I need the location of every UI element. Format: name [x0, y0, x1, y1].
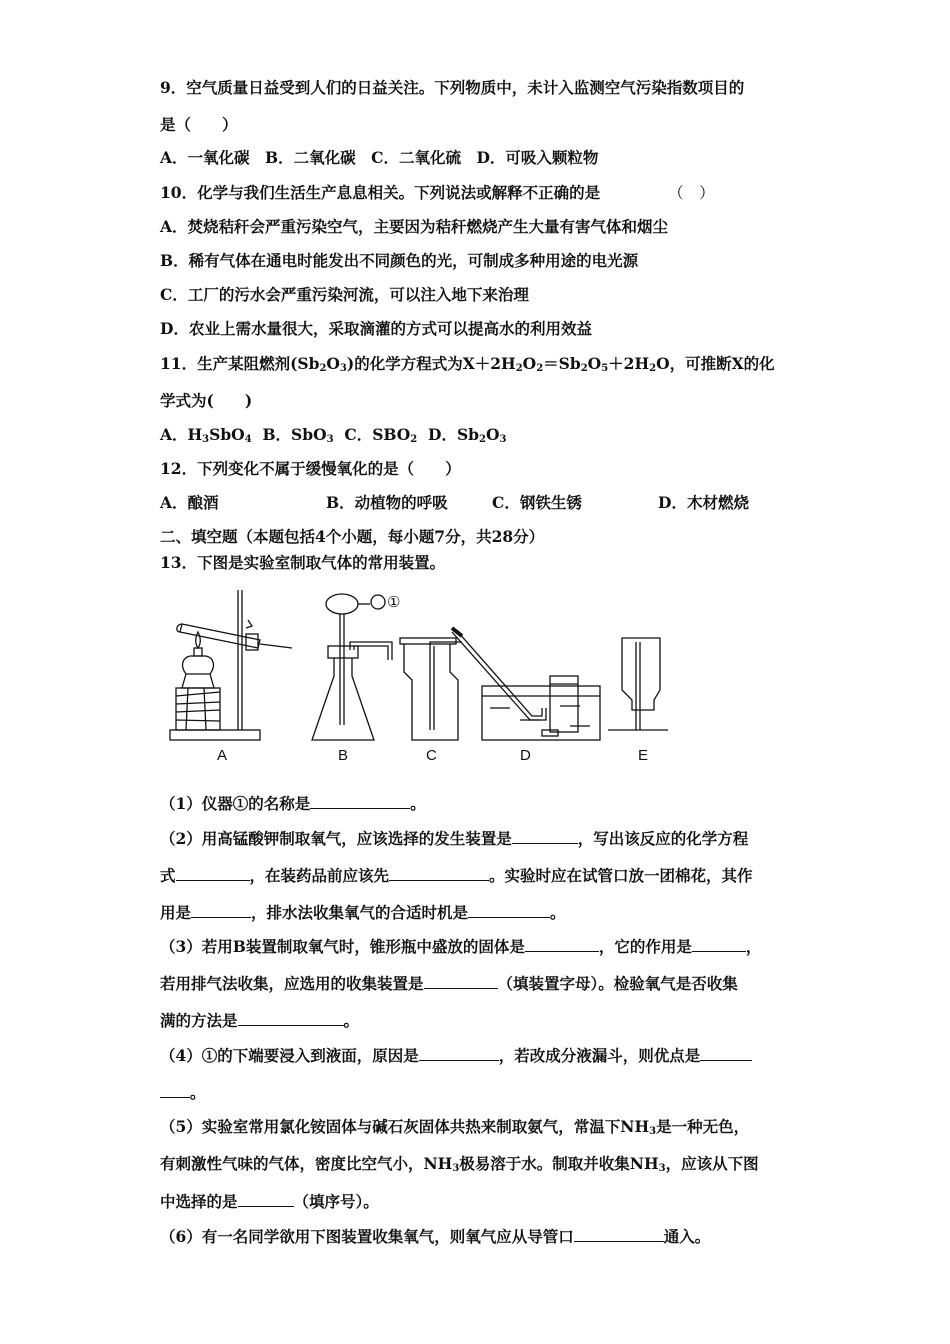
q13-text: （2）用高锰酸钾制取氧气，应该选择的发生装置是: [160, 829, 512, 848]
label-d: D: [520, 747, 531, 764]
apparatus-e: [608, 638, 668, 730]
q13-text: 用是: [160, 903, 192, 922]
q13-part3-line2: [160, 973, 738, 994]
q13-text: 有刺激性气味的气体，密度比空气小，NH: [160, 1154, 453, 1173]
apparatus-b: [312, 594, 392, 740]
q11-sub: 2: [515, 363, 523, 374]
q11-text-eq: ＝Sb: [543, 354, 581, 373]
q11-sub: 2: [536, 363, 544, 374]
q11-sub: 2: [649, 363, 657, 374]
q11-option-d: D．Sb: [428, 425, 480, 444]
q13-text: （6）有一名同学欲用下图装置收集氧气，则氧气应从导管口: [160, 1227, 574, 1246]
answer-blank[interactable]: [525, 936, 599, 952]
q11-sub: 5: [601, 363, 609, 374]
q13-text: ，排水法收集氧气的合适时机是: [251, 903, 469, 922]
q13-text: ，写出该反应的化学方程: [577, 829, 749, 848]
apparatus-a: [170, 590, 292, 740]
q13-text: （3）若用B装置制取氧气时，锥形瓶中盛放的固体是: [160, 937, 525, 956]
q13-text: ，它的作用是: [598, 937, 692, 956]
q11-text-close: ): [346, 354, 355, 373]
answer-blank[interactable]: [419, 1045, 499, 1061]
q11-sub: 2: [580, 363, 588, 374]
label-a: A: [217, 747, 228, 764]
q11-sub: 4: [244, 434, 252, 445]
q9-line1: 9．空气质量日益受到人们的日益关注。下列物质中，未计入监测空气污染指数项目的: [160, 78, 745, 97]
answer-blank[interactable]: [160, 1082, 190, 1098]
q11-sub: 2: [479, 434, 486, 445]
q13-text: 极易溶于水。制取并收集NH: [459, 1154, 659, 1173]
q11-text-end: ，可推断X的化: [669, 354, 775, 373]
answer-blank[interactable]: [692, 936, 746, 952]
q13-text: 。: [410, 794, 426, 813]
q13-part5-line2: [160, 1154, 759, 1179]
q13-part3-line1: [160, 936, 761, 957]
answer-blank[interactable]: [700, 1045, 752, 1061]
q13-part5-line3: [160, 1191, 379, 1212]
q13-part3-line3: [160, 1010, 359, 1031]
q10-option-b: B．稀有气体在通电时能发出不同颜色的光，可制成多种用途的电光源: [160, 251, 639, 270]
q13-text: 中选择的是: [160, 1192, 238, 1211]
q13-sub: 3: [658, 1163, 666, 1174]
q11-option-a: A．H: [160, 425, 203, 444]
q13-part1: [160, 793, 426, 814]
q10-stem: 10．化学与我们生活生产息息相关。下列说法或解释不正确的是: [160, 183, 601, 202]
section-2-heading: 二、填空题（本题包括4个小题，每小题7分，共28分）: [160, 527, 545, 546]
q13-sub: 3: [649, 1126, 657, 1137]
q10-option-d: D．农业上需水量很大，采取滴灌的方式可以提高水的利用效益: [160, 319, 592, 338]
answer-blank[interactable]: [389, 865, 489, 881]
q13-text: （5）实验室常用氯化铵固体与碱石灰固体共热来制取氨气，常温下NH: [160, 1117, 650, 1136]
q11-sub: 2: [319, 363, 327, 374]
apparatus-figure: [160, 580, 680, 770]
apparatus-d: [452, 628, 600, 740]
q11-line1: [160, 354, 775, 379]
q13-text: ，若改成分液漏斗，则优点是: [498, 1046, 701, 1065]
q13-text: 是一种无色，: [656, 1117, 750, 1136]
q13-text: 通入。: [663, 1227, 711, 1246]
q13-sub: 3: [452, 1163, 460, 1174]
q10-option-a: A．焚烧秸秆会严重污染空气，主要因为秸秆燃烧产生大量有害气体和烟尘: [160, 217, 669, 236]
answer-blank[interactable]: [191, 902, 251, 918]
q12-option-c: C．钢铁生锈: [492, 493, 582, 512]
answer-blank[interactable]: [468, 902, 550, 918]
answer-blank[interactable]: [310, 793, 410, 809]
q12-option-b: B．动植物的呼吸: [326, 493, 448, 512]
q11-text-o: O: [522, 354, 537, 373]
q10-paren: （ ）: [668, 184, 715, 202]
answer-blank[interactable]: [176, 865, 250, 881]
q13-part2-line1: [160, 828, 748, 849]
q9-options: A．一氧化碳 B．二氧化碳 C．二氧化硫 D．可吸入颗粒物: [160, 148, 599, 167]
answer-blank[interactable]: [512, 828, 578, 844]
q12-option-d: D．木材燃烧: [658, 493, 749, 512]
q11-options: [160, 425, 506, 450]
q13-text: ，在装药品前应该先: [249, 866, 390, 885]
q11-text-o: O: [486, 425, 500, 444]
q11-text-o: O: [656, 354, 670, 373]
q11-line2: 学式为( ): [160, 391, 253, 410]
q13-text: ，应该从下图: [665, 1154, 759, 1173]
q11-option-b: B．SbO: [262, 425, 327, 444]
q13-text: 。: [190, 1083, 206, 1102]
q11-text-o: O: [587, 354, 602, 373]
answer-blank[interactable]: [574, 1226, 664, 1242]
q13-part4-line2: [160, 1082, 206, 1103]
label-b: B: [338, 747, 349, 764]
q9-line2: 是（ ）: [160, 115, 238, 134]
q13-text: （填序号）。: [293, 1192, 379, 1211]
q13-part2-line2: [160, 865, 753, 886]
q12-stem: 12．下列变化不属于缓慢氧化的是（ ）: [160, 459, 461, 478]
q13-text: 。: [343, 1011, 360, 1030]
answer-blank[interactable]: [238, 1010, 344, 1026]
q11-sub: 3: [202, 434, 210, 445]
q11-sub: 3: [326, 434, 334, 445]
q13-text: 。实验时应在试管口放一团棉花，其作: [489, 866, 753, 885]
q11-text-a: 11．生产某阻燃剂(Sb: [160, 354, 320, 373]
apparatus-c: [400, 638, 462, 740]
q13-stem: 13．下图是实验室制取气体的常用装置。: [160, 553, 446, 572]
q13-text: （填装置字母）。检验氧气是否收集: [497, 974, 738, 993]
q12-options: [160, 493, 749, 513]
q11-sub: 3: [499, 434, 507, 445]
answer-blank[interactable]: [238, 1191, 294, 1207]
label-e: E: [638, 747, 649, 764]
q12-option-a: A．酿酒: [160, 493, 219, 512]
q13-part5-line1: [160, 1117, 749, 1142]
q13-text: 满的方法是: [160, 1011, 238, 1030]
q13-text: （4）①的下端要浸入到液面，原因是: [160, 1046, 419, 1065]
answer-blank[interactable]: [424, 973, 498, 989]
q10-stem-line: [160, 183, 715, 203]
q13-part6: [160, 1226, 710, 1247]
q13-text: 若用排气法收集，应选用的收集装置是: [160, 974, 424, 993]
q11-sub: 2: [410, 434, 418, 445]
q13-part4-line1: [160, 1045, 752, 1066]
q11-text-plus: ＋2H: [608, 354, 650, 373]
q11-text-b: 的化学方程式为X＋2H: [354, 354, 516, 373]
q13-text: ，: [745, 937, 762, 956]
label-c: C: [426, 747, 437, 764]
q10-option-c: C．工厂的污水会严重污染河流，可以注入地下来治理: [160, 285, 529, 304]
q11-option-c: C．SBO: [344, 425, 411, 444]
q11-sub: 3: [339, 363, 347, 374]
q13-part2-line3: [160, 902, 566, 923]
q11-text-sbo: SbO: [209, 425, 245, 444]
marker-1: ①: [387, 594, 401, 611]
q13-text: 式: [160, 866, 176, 885]
q11-text-o: O: [326, 354, 340, 373]
q13-text: 。: [550, 903, 566, 922]
q13-text: （1）仪器①的名称是: [160, 794, 311, 813]
